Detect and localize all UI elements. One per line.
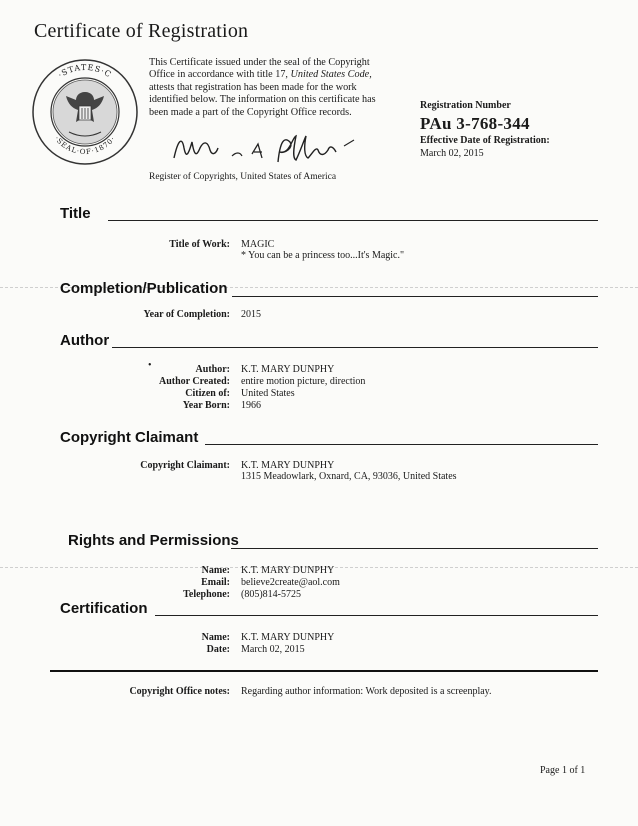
effective-date: March 02, 2015 (420, 148, 484, 159)
citizen-of-value: United States (241, 388, 295, 399)
rights-email-label: Email: (201, 577, 230, 588)
certification-date-label: Date: (206, 644, 230, 655)
section-heading-author: Author (60, 332, 110, 349)
seal-text-top: ·STATES·C (56, 62, 114, 80)
thick-divider (50, 670, 598, 672)
intro-line: identified below. The information on this certificate has (149, 94, 376, 106)
copyright-office-seal-icon (29, 56, 141, 168)
registration-number: PAu 3-768-344 (420, 114, 530, 133)
certification-date-value: March 02, 2015 (241, 644, 305, 655)
title-of-work-value: MAGIC (241, 239, 275, 250)
office-notes-value: Regarding author information: Work deposited is a screenplay. (241, 686, 492, 697)
office-notes-label: Copyright Office notes: (129, 686, 230, 697)
year-of-completion-value: 2015 (241, 309, 261, 320)
author-bullet: • (148, 360, 152, 371)
section-rule (108, 220, 598, 221)
section-heading-title: Title (60, 205, 91, 222)
intro-line: This Certificate issued under the seal of the Copyright (149, 57, 370, 68)
rights-email-value: believe2create@aol.com (241, 577, 340, 588)
section-rule (205, 444, 598, 445)
page-number: Page 1 of 1 (540, 765, 586, 776)
intro-line: attests that registration has been made for the work (149, 81, 357, 93)
title-of-work-subtitle: * You can be a princess too...It's Magic." (241, 250, 405, 261)
certificate-intro (149, 57, 389, 119)
rights-name-label: Name: (201, 565, 230, 576)
certification-name-value: K.T. MARY DUNPHY (241, 632, 335, 643)
section-heading-certification: Certification (60, 600, 148, 617)
intro-line: been made a part of the Copyright Office records. (149, 106, 352, 118)
copyright-claimant-address: 1315 Meadowlark, Oxnard, CA, 93036, United States (241, 471, 457, 482)
registration-number-label: Registration Number (420, 100, 511, 111)
register-of-copyrights: Register of Copyrights, United States of America (149, 172, 337, 182)
copyright-claimant-name: K.T. MARY DUNPHY (241, 460, 335, 471)
year-born-value: 1966 (241, 400, 261, 411)
copyright-claimant-label: Copyright Claimant: (140, 460, 230, 471)
author-value: K.T. MARY DUNPHY (241, 364, 335, 375)
section-heading-completion: Completion/Publication (60, 280, 228, 297)
section-rule (232, 296, 598, 297)
year-of-completion-label: Year of Completion: (143, 309, 230, 320)
section-rule (231, 548, 598, 549)
year-born-label: Year Born: (182, 400, 230, 411)
rights-telephone-label: Telephone: (183, 589, 230, 600)
author-created-label: Author Created: (158, 376, 230, 387)
rights-name-value: K.T. MARY DUNPHY (241, 565, 335, 576)
title-of-work-label: Title of Work: (169, 239, 230, 250)
intro-line: Office in accordance with title 17, United States Code, (149, 69, 372, 81)
certificate-title: Certificate of Registration (34, 20, 249, 42)
section-rule (155, 615, 598, 616)
effective-date-label: Effective Date of Registration: (420, 135, 550, 146)
author-label: Author: (195, 364, 230, 375)
seal-text-bottom: ·SEAL·OF·1870· (52, 134, 118, 157)
section-heading-rights: Rights and Permissions (68, 532, 239, 549)
citizen-of-label: Citizen of: (185, 388, 230, 399)
svg-text:·STATES·C (56, 63, 113, 80)
section-rule (112, 347, 598, 348)
certification-name-label: Name: (201, 632, 230, 643)
rights-telephone-value: (805)814-5725 (241, 589, 301, 600)
register-signature-icon (168, 124, 368, 178)
section-heading-claimant: Copyright Claimant (60, 429, 199, 446)
author-created-value: entire motion picture, direction (241, 376, 366, 387)
